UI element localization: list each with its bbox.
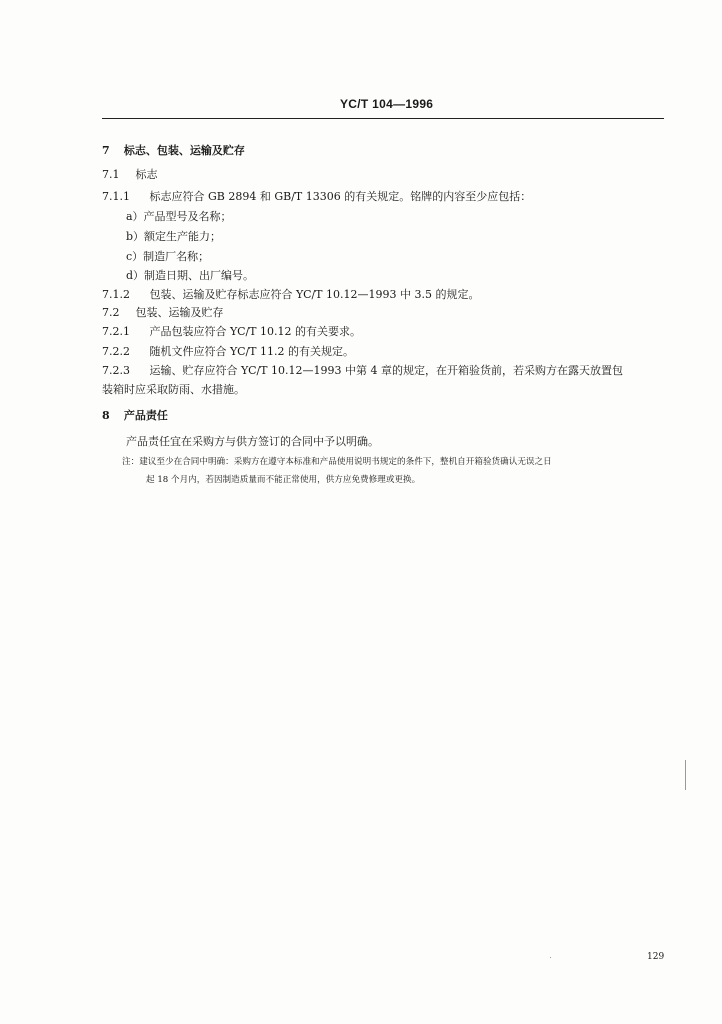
page-number: 129 [647,952,665,962]
clause-text: 标志 [135,168,158,181]
clause-number: 7.1.1 [102,190,130,203]
list-item: a）产品型号及名称； [126,210,232,223]
clause-text: 运输、贮存应符合 YC/T 10.12—1993 中第 4 章的规定，在开箱验货前，若采购方在露天放置包 [149,364,623,377]
clause-7-1-1 [102,190,531,204]
clause-7-2 [102,306,224,320]
clause-text: 标志应符合 GB 2894 和 GB/T 13306 的有关规定。铭牌的内容至少应包括： [149,190,532,203]
clause-7-2-3 [102,364,623,378]
standard-code: YC/T 104—1996 [340,97,434,111]
clause-7-1 [102,168,158,182]
list-item: b）额定生产能力； [126,230,222,243]
clause-number: 7.1 [102,168,120,181]
note-line: 注：建议至少在合同中明确：采购方在遵守本标准和产品使用说明书规定的条件下，整机自开箱验货确认无误之日 [122,457,552,467]
clause-number: 7.2.1 [102,325,130,338]
clause-number: 7.1.2 [102,288,130,301]
clause-text: 随机文件应符合 YC/T 11.2 的有关规定。 [149,345,355,358]
section-title: 标志、包装、运输及贮存 [123,144,245,157]
clause-text: 产品包装应符合 YC/T 10.12 的有关要求。 [149,325,362,338]
section-8-heading [102,409,168,423]
section-number: 7 [102,144,110,157]
clause-number: 7.2.2 [102,345,130,358]
clause-text: 包装、运输及贮存标志应符合 YC/T 10.12—1993 中 3.5 的规定。 [149,288,480,301]
clause-7-2-2 [102,345,354,359]
section-7-heading [102,144,245,158]
section-number: 8 [102,409,110,422]
list-item: c）制造厂名称； [126,250,210,263]
clause-7-2-1 [102,325,361,339]
clause-7-1-2 [102,288,480,302]
header-rule [102,118,664,119]
note-line: 起 18 个月内，若因制造质量而不能正常使用，供方应免费修理或更换。 [146,475,421,485]
section-title: 产品责任 [123,409,168,422]
clause-number: 7.2.3 [102,364,130,377]
clause-number: 7.2 [102,306,120,319]
clause-continuation: 装箱时应采取防雨、水措施。 [102,383,245,396]
clause-text: 包装、运输及贮存 [135,306,224,319]
scan-artifact [685,760,686,790]
section-8-paragraph: 产品责任宜在采购方与供方签订的合同中予以明确。 [126,435,379,448]
list-item: d）制造日期、出厂编号。 [126,269,255,282]
scan-artifact [550,957,551,958]
